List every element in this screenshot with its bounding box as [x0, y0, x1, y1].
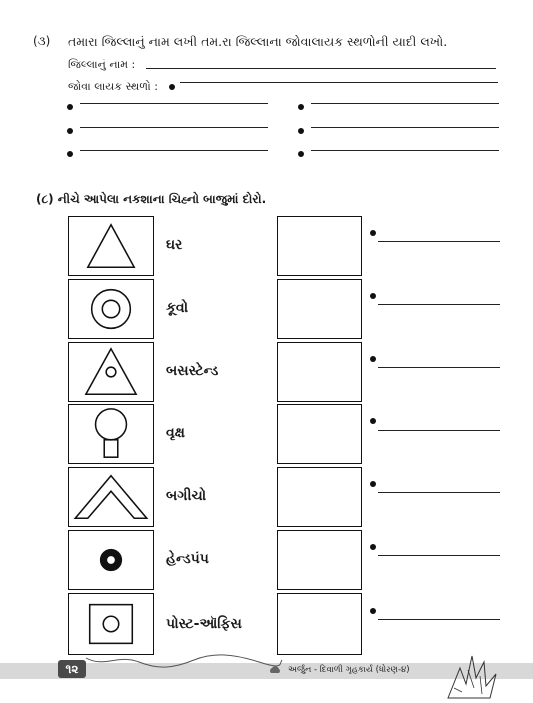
triangle-with-circle-icon	[69, 343, 153, 401]
answer-line[interactable]	[378, 555, 500, 556]
hand-pump-symbol-box	[68, 530, 154, 590]
bullet-dot	[169, 84, 175, 90]
place-answer-line[interactable]	[80, 150, 268, 151]
post-office-symbol-box	[68, 593, 154, 655]
symbol-label: હેન્ડપંપ	[166, 551, 209, 567]
cloud-icon	[268, 665, 282, 675]
symbol-label: પોસ્ટ-ઑફિસ	[166, 616, 242, 632]
square-with-circle-icon	[69, 594, 153, 654]
drawing-box[interactable]	[277, 279, 362, 339]
bullet-dot	[370, 230, 376, 236]
bullet-dot	[370, 418, 376, 424]
bullet-dot	[298, 151, 304, 157]
symbol-label: ઘર	[166, 237, 183, 253]
drawing-box[interactable]	[277, 342, 362, 402]
question-3-number: (૩)	[33, 34, 51, 48]
bullet-dot	[67, 128, 73, 134]
answer-line[interactable]	[378, 430, 500, 431]
answer-line[interactable]	[378, 619, 500, 620]
bullet-dot	[67, 151, 73, 157]
bullet-dot	[370, 293, 376, 299]
bullet-dot	[298, 128, 304, 134]
chevron-roof-icon	[69, 468, 153, 526]
district-name-label: જિલ્લાનું નામ :	[68, 58, 136, 71]
symbol-label: બગીચો	[166, 488, 207, 504]
question-3-text: તમારા જિલ્લાનું નામ લખી તમ.રા જિલ્લાના જોવાલાયક સ્થળોની યાદી લખો.	[68, 34, 448, 49]
drawing-box[interactable]	[277, 404, 362, 464]
places-answer-line[interactable]	[180, 82, 498, 83]
drawing-box[interactable]	[277, 467, 362, 527]
bullet-dot	[370, 544, 376, 550]
triangle-icon	[69, 217, 153, 275]
house-symbol-box	[68, 216, 154, 276]
sketch-decoration-icon	[440, 648, 500, 700]
garden-symbol-box	[68, 467, 154, 527]
places-label: જોવા લાયક સ્થળો :	[68, 80, 158, 93]
footer-book-title: અર્જુન - દિવાળી ગૃહકાર્ય (ધોરણ-૪)	[288, 665, 410, 675]
question-8-text: (૮) નીચે આપેલા નકશાના ચિહ્નો બાજુમાં દોરો.	[36, 192, 267, 206]
answer-line[interactable]	[378, 492, 500, 493]
symbol-label: બસસ્ટેન્ડ	[166, 363, 219, 379]
filled-ring-icon	[69, 531, 153, 589]
drawing-box[interactable]	[277, 216, 362, 276]
place-answer-line[interactable]	[311, 103, 499, 104]
well-symbol-box	[68, 279, 154, 339]
bullet-dot	[370, 608, 376, 614]
symbol-label: વૃક્ષ	[166, 425, 185, 441]
bullet-dot	[67, 104, 73, 110]
page-number: ૧૨	[58, 660, 86, 678]
place-answer-line[interactable]	[311, 127, 499, 128]
concentric-circles-icon	[69, 280, 153, 338]
symbol-label: કૂવો	[166, 300, 189, 316]
answer-line[interactable]	[378, 304, 500, 305]
squiggle-line-icon	[84, 650, 284, 670]
drawing-box[interactable]	[277, 530, 362, 590]
district-name-answer-line[interactable]	[146, 68, 496, 69]
bullet-dot	[370, 481, 376, 487]
answer-line[interactable]	[378, 367, 500, 368]
bullet-dot	[370, 356, 376, 362]
place-answer-line[interactable]	[80, 103, 268, 104]
place-answer-line[interactable]	[80, 127, 268, 128]
tree-symbol-box	[68, 404, 154, 464]
drawing-box[interactable]	[277, 593, 362, 655]
tree-icon	[69, 405, 153, 463]
place-answer-line[interactable]	[311, 150, 499, 151]
bullet-dot	[298, 104, 304, 110]
answer-line[interactable]	[378, 241, 500, 242]
bus-stand-symbol-box	[68, 342, 154, 402]
